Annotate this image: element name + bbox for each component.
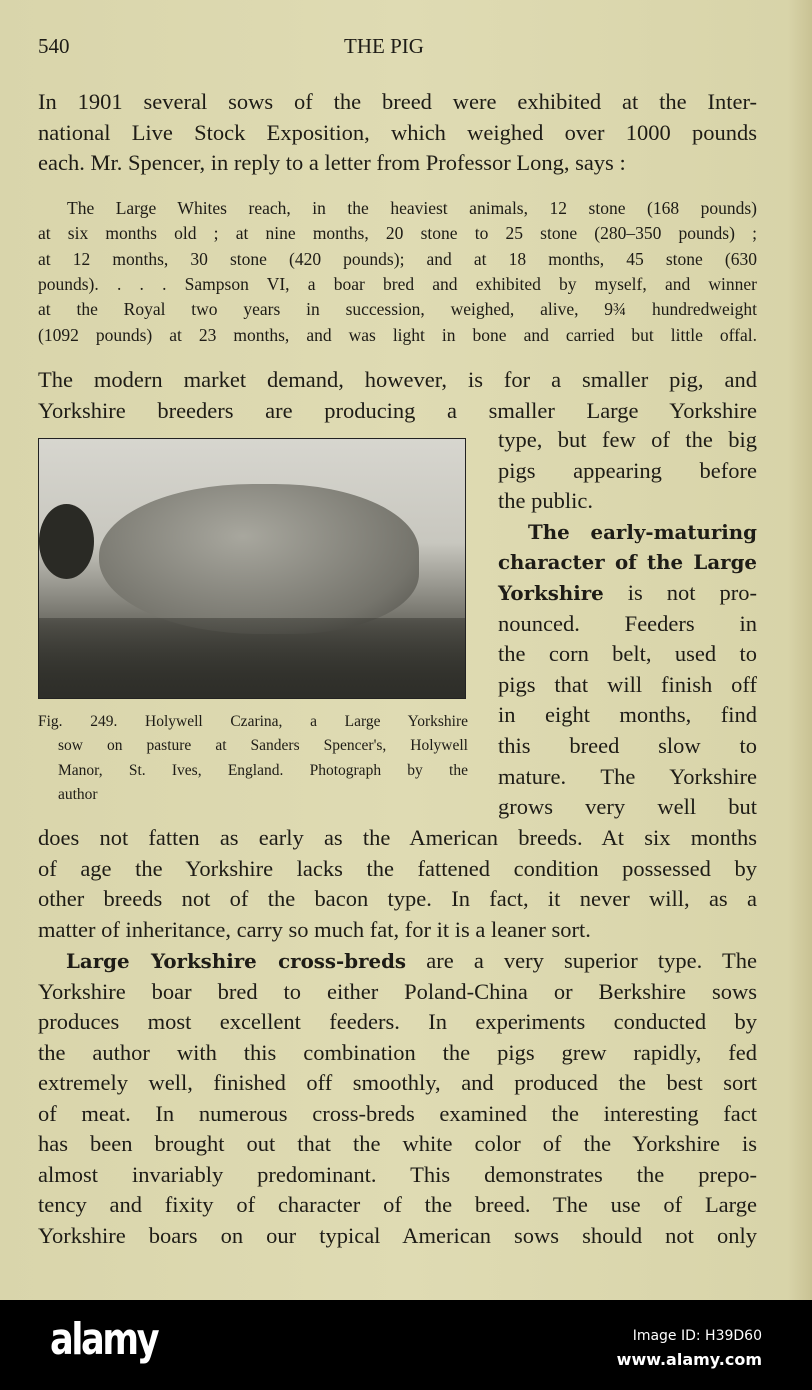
para4-line — [38, 1221, 757, 1251]
caption-line — [58, 734, 468, 758]
line-text: Yorkshire boars on our typical American sows should not only — [38, 1222, 757, 1248]
running-title: THE PIG — [344, 34, 424, 58]
line-text: nounced. Feeders in — [498, 610, 757, 636]
para3-line — [38, 884, 757, 914]
para4-line — [38, 977, 757, 1007]
line-text: Yorkshire boar bred to either Poland-China or Berkshire sows — [38, 978, 757, 1004]
para4-line — [38, 1007, 757, 1037]
caption-line — [38, 710, 468, 734]
column-line — [498, 700, 757, 730]
column-line — [498, 486, 757, 516]
para4-line — [38, 1099, 757, 1129]
bold-term: Yorkshire — [498, 581, 604, 605]
para3-line — [38, 823, 757, 853]
bold-term: character of the Large — [498, 550, 757, 575]
line-text: national Live Stock Exposition, which weighed over 1000 pounds — [38, 119, 757, 145]
line-text: grows very well but — [498, 794, 757, 820]
line-text: The Large Whites reach, in the heaviest animals, 12 stone (168 pounds) — [67, 198, 757, 218]
photo-tree — [39, 504, 94, 579]
column-line — [498, 639, 757, 669]
line-text: pigs that will finish off — [498, 671, 757, 697]
figure-photo-pig — [38, 438, 466, 699]
line-text: at 12 months, 30 stone (420 pounds); and at 18 months, 45 stone (630 — [38, 248, 757, 269]
line-text: Yorkshire breeders are producing a smaller Large Yorkshire — [38, 397, 757, 423]
para4-line — [38, 1160, 757, 1190]
column-line — [498, 762, 757, 792]
photo-pig — [99, 484, 419, 634]
line-text: produces most excellent feeders. In experiments conducted by — [38, 1009, 757, 1034]
quote-line — [38, 247, 757, 272]
line-text: The modern market demand, however, is for a smaller pig, and — [38, 367, 757, 392]
line-text: does not fatten as early as the American breeds. At six months — [38, 825, 757, 850]
quote-line — [38, 272, 757, 297]
line-text: sow on pasture at Sanders Spencer's, Holywell — [58, 737, 468, 755]
page-number: 540 — [38, 34, 70, 58]
photo-grass — [39, 618, 465, 698]
quote-line — [38, 297, 757, 322]
para1-line — [38, 148, 757, 178]
quote-line — [67, 196, 757, 221]
line-text: each. Mr. Spencer, in reply to a letter from Professor Long, says : — [38, 150, 626, 175]
line-text: this breed slow to — [498, 733, 757, 758]
bold-term: Large Yorkshire cross-breds — [66, 949, 407, 973]
caption-line — [58, 759, 468, 783]
line-text: Fig. 249. Holywell Czarina, a Large Yorkshire — [38, 713, 468, 730]
column-line — [498, 731, 757, 761]
line-text: of meat. In numerous cross-breds examined the interesting fact — [38, 1100, 757, 1126]
line-text: pigs appearing before — [498, 457, 757, 483]
line-text: at six months old ; at nine months, 20 stone to 25 stone (280–350 pounds) ; — [38, 223, 757, 244]
line-text: mature. The Yorkshire — [498, 763, 757, 789]
para4-line — [38, 1038, 757, 1068]
column-line — [498, 670, 757, 700]
para4-line — [38, 1190, 757, 1220]
watermark-footer — [0, 1300, 812, 1390]
quote-line — [38, 221, 757, 246]
image-id: Image ID: H39D60 — [632, 1328, 762, 1344]
line-text: pounds). . . . Sampson VI, a boar bred and exhibited by myself, and winner — [38, 273, 757, 294]
quote-line — [38, 323, 757, 348]
line-text: other breeds not of the bacon type. In fact, it never will, as a — [38, 886, 757, 912]
line-text: of age the Yorkshire lacks the fattened condition possessed by — [38, 855, 757, 881]
column-line — [498, 792, 757, 822]
line-text: the corn belt, used to — [498, 641, 757, 667]
para4-line — [66, 946, 757, 976]
para2-line — [38, 365, 757, 395]
line-text: has been brought out that the white color of the Yorkshire is — [38, 1131, 757, 1156]
line-text: in eight months, find — [498, 702, 757, 728]
site-url: www.alamy.com — [616, 1350, 762, 1369]
line-text: matter of inheritance, carry so much fat, for it is a leaner sort. — [38, 916, 591, 942]
column-line — [498, 609, 757, 639]
line-text: the public. — [498, 488, 593, 514]
bold-term: The early-maturing — [528, 519, 757, 544]
line-text: tency and fixity of character of the breed. The use of Large — [38, 1192, 757, 1217]
para1-line — [38, 87, 757, 117]
line-text: is not pro- — [603, 580, 757, 605]
para3-line — [38, 915, 757, 945]
line-text: extremely well, finished off smoothly, and produced the best sort — [38, 1070, 757, 1095]
caption-line — [58, 783, 468, 807]
line-text: almost invariably predominant. This demonstrates the prepo- — [38, 1161, 757, 1187]
para4-line — [38, 1068, 757, 1098]
line-text: the author with this combination the pigs grew rapidly, fed — [38, 1039, 757, 1065]
line-text: Manor, St. Ives, England. Photograph by the — [58, 761, 468, 779]
column-line — [498, 425, 757, 455]
line-text: (1092 pounds) at 23 months, and was light in bone and carried but little offal. — [38, 324, 757, 345]
para3-line — [38, 854, 757, 884]
para2-line — [38, 396, 757, 426]
column-line — [498, 578, 757, 608]
para4-line — [38, 1129, 757, 1159]
column-line — [498, 456, 757, 486]
alamy-logo: alamy — [50, 1314, 158, 1365]
column-line — [498, 547, 757, 577]
column-line — [528, 517, 757, 547]
line-text: author — [58, 785, 98, 803]
line-text: at the Royal two years in succession, weighed, alive, 9¾ hundredweight — [38, 299, 757, 320]
line-text: In 1901 several sows of the breed were exhibited at the Inter- — [38, 89, 757, 114]
line-text: are a very superior type. The — [406, 948, 757, 973]
para1-line — [38, 118, 757, 148]
line-text: type, but few of the big — [498, 427, 757, 452]
